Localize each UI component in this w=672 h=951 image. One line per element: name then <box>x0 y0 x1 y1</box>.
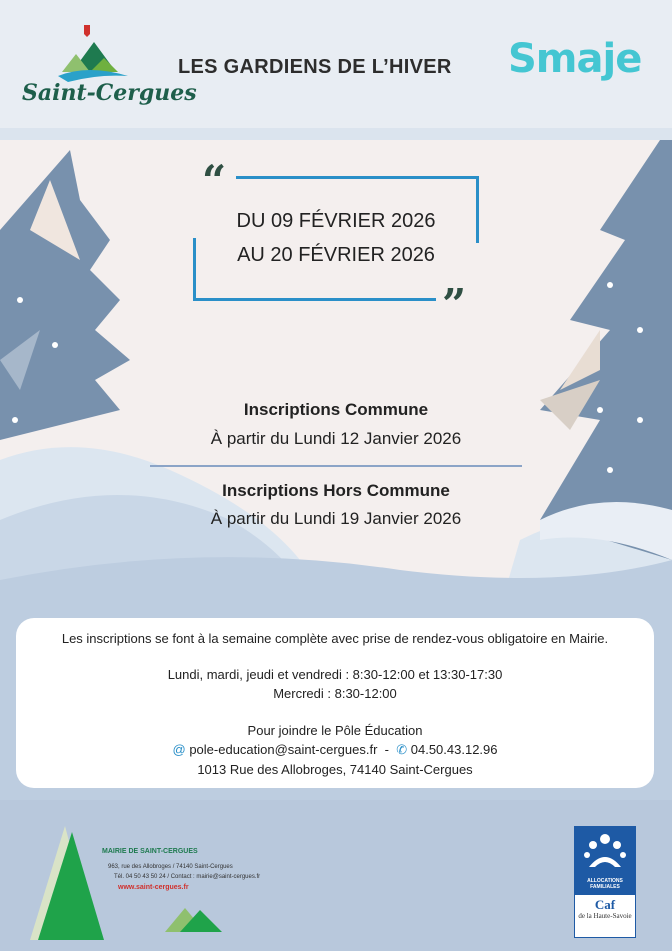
caf-family-icon <box>575 827 635 877</box>
info-contact-title: Pour joindre le Pôle Éducation <box>247 723 423 738</box>
mairie-name: MAIRIE DE SAINT-CERGUES <box>102 848 198 855</box>
mairie-contact: Tél. 04 50 43 50 24 / Contact : mairie@saint-cergues.fr <box>114 874 261 880</box>
at-icon: @ <box>172 742 186 757</box>
email-link[interactable]: pole-education@saint-cergues.fr <box>189 742 378 757</box>
caf-department: de la Haute-Savoie <box>578 912 632 920</box>
logo-wordmark: Saint-Cergues <box>22 80 197 106</box>
close-quote-icon: ” <box>442 280 467 329</box>
caf-allocations-label: ALLOCATIONS FAMILIALES <box>587 878 623 890</box>
info-hours-weekdays: Lundi, mardi, jeudi et vendredi : 8:30-12:00 et 13:30-17:30 <box>167 667 503 682</box>
date-start: DU 09 FÉVRIER 2026 <box>236 210 436 232</box>
open-quote-icon: “ <box>202 156 227 205</box>
date-end: AU 20 FÉVRIER 2026 <box>237 244 435 266</box>
phone-icon: ✆ <box>396 742 408 757</box>
caf-wordmark: Caf <box>594 897 616 912</box>
inscription-hors-commune-date: À partir du Lundi 19 Janvier 2026 <box>210 509 462 528</box>
info-address: 1013 Rue des Allobroges, 74140 Saint-Cergues <box>197 762 473 777</box>
info-hours-wednesday: Mercredi : 8:30-12:00 <box>273 686 397 701</box>
phone-number[interactable]: 04.50.43.12.96 <box>410 742 498 757</box>
page-title: LES GARDIENS DE L’HIVER <box>178 56 452 78</box>
info-registration-note: Les inscriptions se font à la semaine complète avec prise de rendez-vous obligatoire en Mairie. <box>61 631 609 646</box>
smaje-logo: Smaje <box>508 36 642 82</box>
mairie-website-link[interactable]: www.saint-cergues.fr <box>118 884 189 891</box>
info-contact-line <box>16 742 654 758</box>
inscription-commune-title: Inscriptions Commune <box>243 400 429 419</box>
inscription-commune-date: À partir du Lundi 12 Janvier 2026 <box>210 429 462 448</box>
inscription-hors-commune-title: Inscriptions Hors Commune <box>222 481 450 500</box>
section-divider <box>150 465 522 467</box>
mairie-address: 963, rue des Allobroges / 74140 Saint-Cergues <box>108 864 233 870</box>
contact-separator: - <box>384 742 389 757</box>
